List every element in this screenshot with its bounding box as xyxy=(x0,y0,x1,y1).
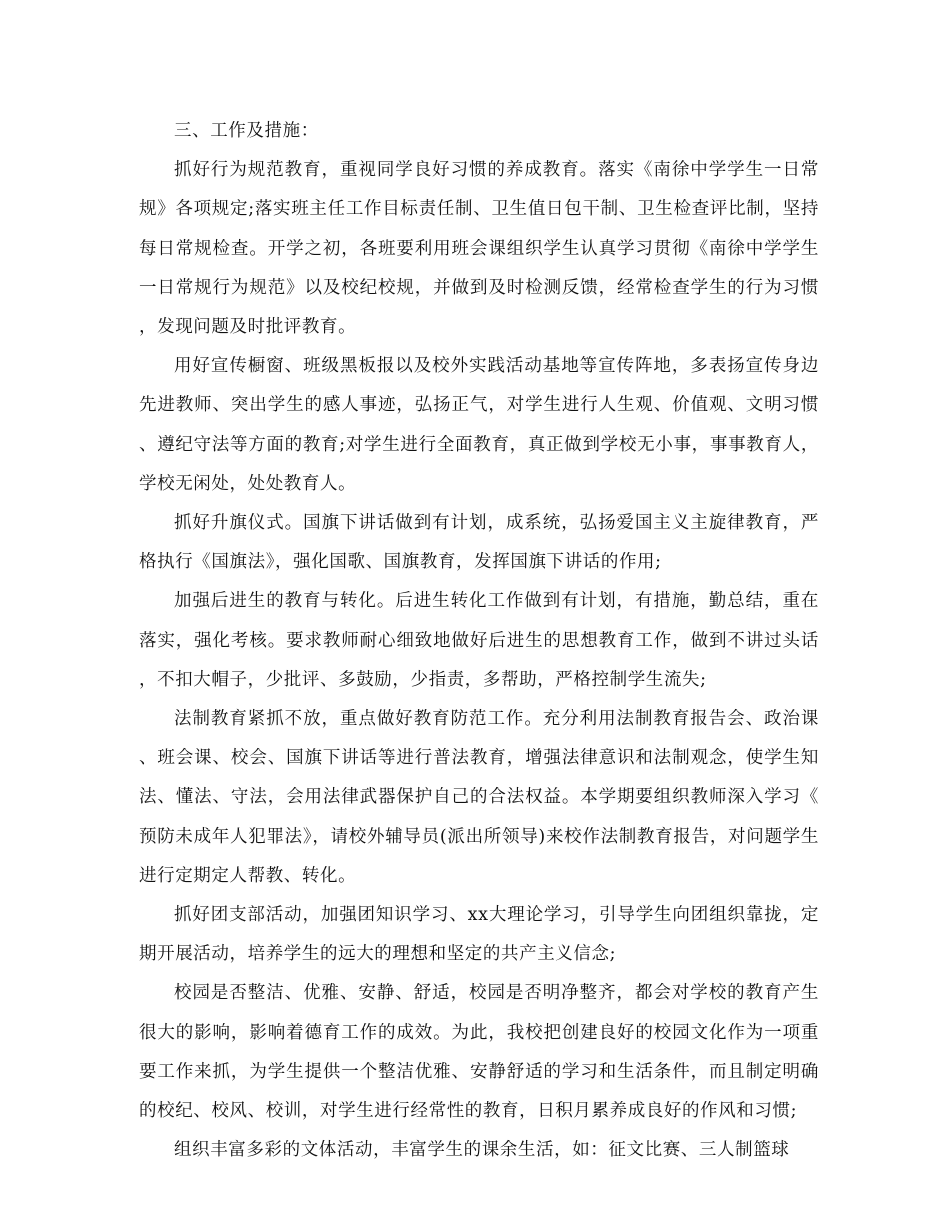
paragraph-activities: 组织丰富多彩的文体活动，丰富学生的课余生活，如：征文比赛、三人制篮球 xyxy=(174,1140,790,1161)
document-body xyxy=(139,112,819,1170)
paragraph-flag-ceremony: 抓好升旗仪式。国旗下讲话做到有计划，成系统，弘扬爱国主义主旋律教育，严格执行《国旗法》，强化国歌、国旗教育，发挥国旗下讲话的作用; xyxy=(139,513,819,573)
paragraph-struggling-students: 加强后进生的教育与转化。后进生转化工作做到有计划，有措施，勤总结，重在落实，强化考核。要求教师耐心细致地做好后进生的思想教育工作，做到不讲过头话，不扣大帽子，少批评、多鼓励，少指责，多帮助，严格控制学生流失; xyxy=(139,591,819,690)
section-heading: 三、工作及措施： xyxy=(174,121,319,141)
paragraph-youth-league: 抓好团支部活动，加强团知识学习、xx大理论学习，引导学生向团组织靠拢，定期开展活动，培养学生的远大的理想和坚定的共产主义信念; xyxy=(139,905,819,965)
paragraph-behavior-norms: 抓好行为规范教育，重视同学良好习惯的养成教育。落实《南徐中学学生一日常规》各项规定;落实班主任工作目标责任制、卫生值日包干制、卫生检查评比制，坚持每日常规检查。开学之初，各班要利用班会课组织学生认真学习贯彻《南徐中学学生一日常规行为规范》以及校纪校规，并做到及时检测反馈，经常检查学生的行为习惯，发现问题及时批评教育。 xyxy=(139,160,819,338)
paragraph-publicity: 用好宣传橱窗、班级黑板报以及校外实践活动基地等宣传阵地，多表扬宣传身边先进教师、突出学生的感人事迹，弘扬正气，对学生进行人生观、价值观、文明习惯、遵纪守法等方面的教育;对学生进行全面教育，真正做到学校无小事，事事教育人，学校无闲处，处处教育人。 xyxy=(139,356,819,494)
paragraph-legal-education: 法制教育紧抓不放，重点做好教育防范工作。充分利用法制教育报告会、政治课、班会课、校会、国旗下讲话等进行普法教育，增强法律意识和法制观念，使学生知法、懂法、守法，会用法律武器保护自己的合法权益。本学期要组织教师深入学习《预防未成年人犯罪法》，请校外辅导员(派出所领导)来校作法制教育报告，对问题学生进行定期定人帮教、转化。 xyxy=(139,709,819,886)
paragraph-campus-culture: 校园是否整洁、优雅、安静、舒适，校园是否明净整齐，都会对学校的教育产生很大的影响，影响着德育工作的成效。为此，我校把创建良好的校园文化作为一项重要工作来抓，为学生提供一个整洁优雅、安静舒适的学习和生活条件，而且制定明确的校纪、校风、校训，对学生进行经常性的教育，日积月累养成良好的作风和习惯; xyxy=(139,983,819,1122)
